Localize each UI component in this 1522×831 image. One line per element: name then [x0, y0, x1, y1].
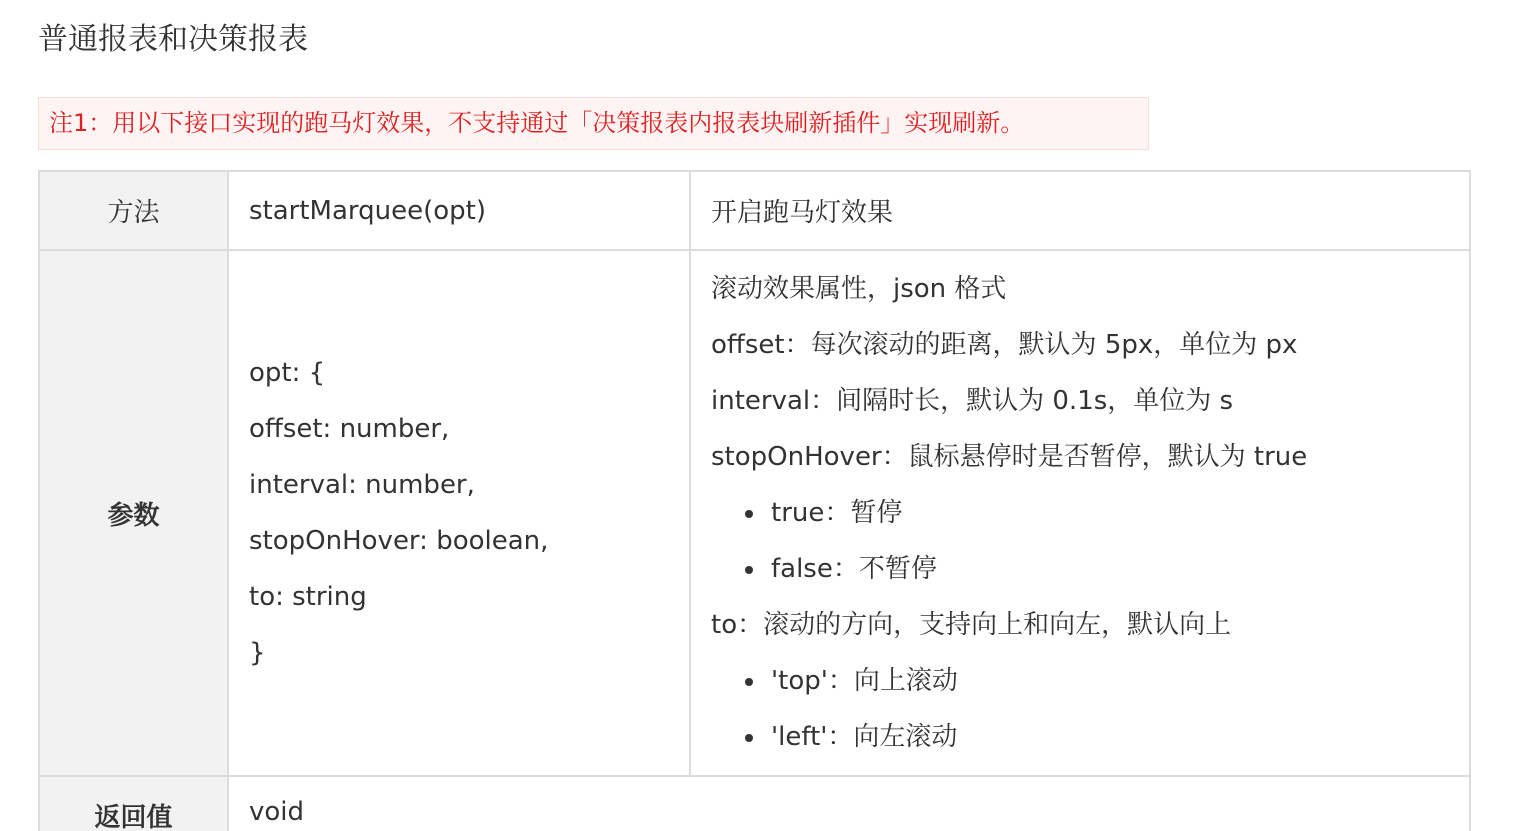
signature-line: interval: number, [249, 470, 475, 500]
interval-description: interval：间隔时长，默认为 0.1s，单位为 s [711, 386, 1234, 416]
to-options [711, 653, 1469, 765]
params-description [690, 250, 1470, 776]
signature-line: opt: { [249, 358, 326, 388]
signature-line: offset: number, [249, 414, 450, 444]
table-row-params [39, 250, 1470, 776]
table-row-return [39, 776, 1470, 831]
to-description: to：滚动的方向，支持向上和向左，默认向上 [711, 610, 1232, 640]
offset-description: offset：每次滚动的距离，默认为 5px，单位为 px [711, 330, 1298, 360]
signature-line: } [249, 638, 266, 668]
return-value: void [228, 776, 1470, 831]
list-item: 'top'：向上滚动 [743, 653, 1469, 709]
table-row-method [39, 171, 1470, 250]
return-header: 返回值 [39, 776, 228, 831]
signature-line: stopOnHover: boolean, [249, 526, 549, 556]
params-header: 参数 [39, 250, 228, 776]
api-table [38, 170, 1471, 831]
stop-on-hover-description: stopOnHover：鼠标悬停时是否暂停，默认为 true [711, 442, 1308, 472]
list-item: false：不暂停 [743, 541, 1469, 597]
list-item: 'left'：向左滚动 [743, 709, 1469, 765]
warning-note: 注1：用以下接口实现的跑马灯效果，不支持通过「决策报表内报表块刷新插件」实现刷新。 [38, 97, 1149, 150]
stop-on-hover-options [711, 485, 1469, 597]
list-item: true：暂停 [743, 485, 1469, 541]
method-description: 开启跑马灯效果 [690, 171, 1470, 250]
params-intro: 滚动效果属性，json 格式 [711, 274, 1007, 304]
method-name: startMarquee(opt) [228, 171, 690, 250]
page-title: 普通报表和决策报表 [38, 22, 308, 57]
params-signature [228, 250, 690, 776]
signature-line: to: string [249, 582, 367, 612]
method-header: 方法 [39, 171, 228, 250]
